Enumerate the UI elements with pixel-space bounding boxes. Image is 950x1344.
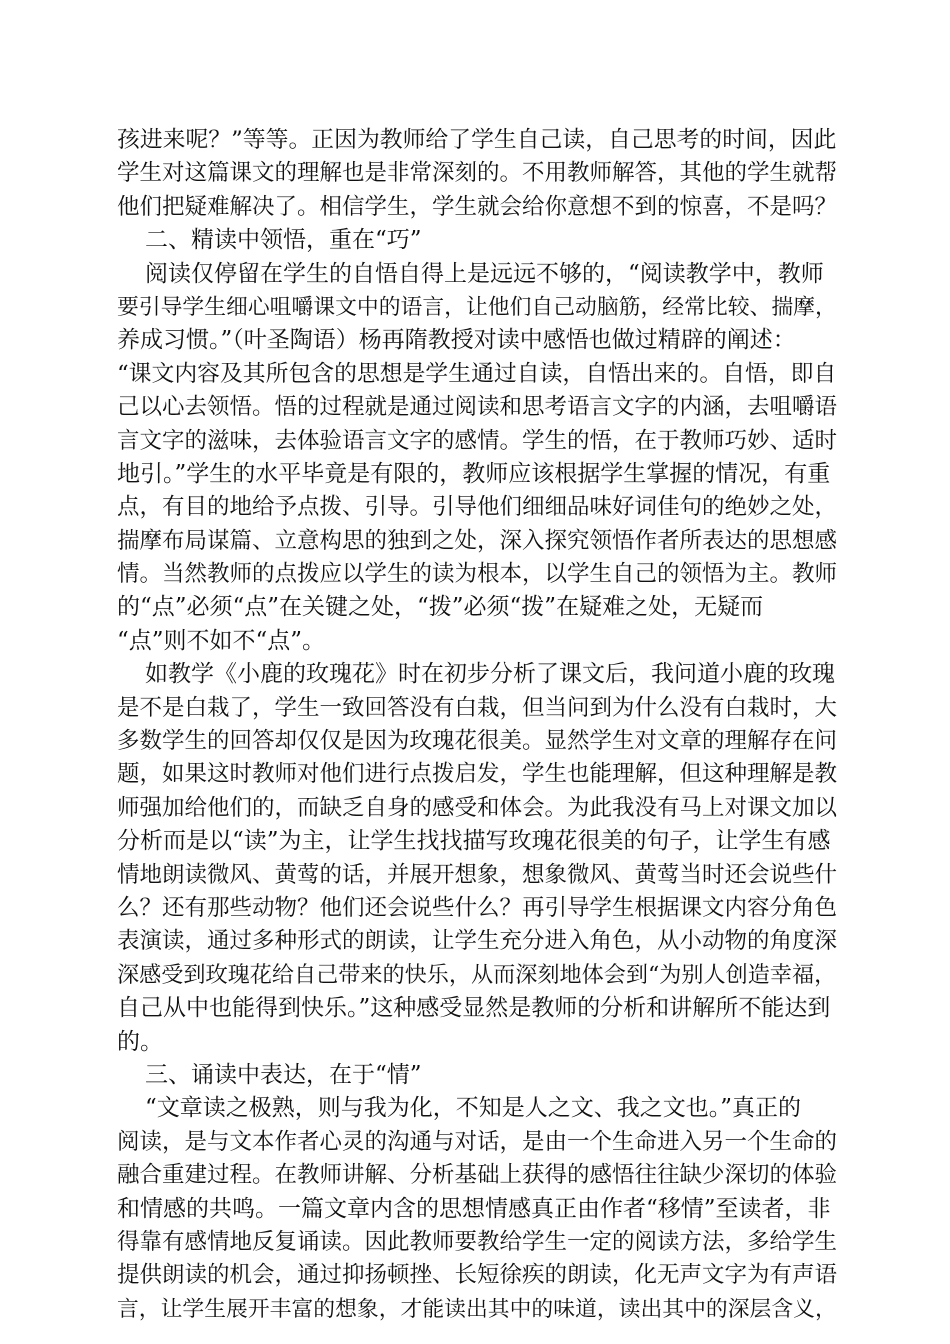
text-line: 的“点”必须“点”在关键之处，“拨”必须“拨”在疑难之处，无疑而 xyxy=(117,594,764,621)
text-line: 师强加给他们的，而缺乏自身的感受和体会。为此我没有马上对课文加以 xyxy=(117,794,838,821)
text-line: 阅读仅停留在学生的自悟自得上是远远不够的，“阅读教学中，教师 xyxy=(145,260,824,287)
text-line: 言文字的滋味，去体验语言文字的感情。学生的悟，在于教师巧妙、适时 xyxy=(117,427,838,454)
text-line: 二、精读中领悟，重在“巧” xyxy=(145,227,422,254)
text-line: 和情感的共鸣。一篇文章内含的思想情感真正由作者“移情”至读者，非 xyxy=(117,1195,831,1222)
text-line: 多数学生的回答却仅仅是因为玫瑰花很美。显然学生对文章的理解存在问 xyxy=(117,728,838,755)
text-line: 表演读，通过多种形式的朗读，让学生充分进入角色，从小动物的角度深 xyxy=(117,928,838,955)
text-line: 己以心去领悟。悟的过程就是通过阅读和思考语言文字的内涵，去咀嚼语 xyxy=(117,394,838,421)
text-line: 自己从中也能得到快乐。”这种感受显然是教师的分析和讲解所不能达到 xyxy=(117,995,831,1022)
text-line: 如教学《小鹿的玫瑰花》时在初步分析了课文后，我问道小鹿的玫瑰 xyxy=(145,661,835,688)
text-line: 深感受到玫瑰花给自己带来的快乐，从而深刻地体会到“为别人创造幸福， xyxy=(117,961,837,988)
text-line: 题，如果这时教师对他们进行点拨启发，学生也能理解，但这种理解是教 xyxy=(117,761,838,788)
text-line: 孩进来呢？”等等。正因为教师给了学生自己读，自己思考的时间，因此 xyxy=(117,127,837,153)
text-line: 情地朗读微风、黄莺的话，并展开想象，想象微风、黄莺当时还会说些什 xyxy=(117,861,838,888)
text-line: 的。 xyxy=(117,1028,163,1055)
text-line: 阅读，是与文本作者心灵的沟通与对话，是由一个生命进入另一个生命的 xyxy=(117,1128,838,1155)
document-page xyxy=(117,124,837,1326)
text-line: “课文内容及其所包含的思想是学生通过自读，自悟出来的。自悟，即自 xyxy=(117,360,837,387)
text-line: 点，有目的地给予点拨、引导。引导他们细细品味好词佳句的绝妙之处， xyxy=(117,494,838,521)
text-line: 养成习惯。”（叶圣陶语）杨再隋教授对读中感悟也做过精辟的阐述： xyxy=(117,327,796,354)
text-line: 他们把疑难解决了。相信学生，学生就会给你意想不到的惊喜，不是吗？ xyxy=(117,193,838,220)
text-line: 学生对这篇课文的理解也是非常深刻的。不用教师解答，其他的学生就帮 xyxy=(117,160,838,187)
text-line: 分析而是以“读”为主，让学生找找描写玫瑰花很美的句子，让学生有感 xyxy=(117,828,831,855)
text-line: 地引。”学生的水平毕竟是有限的，教师应该根据学生掌握的情况，有重 xyxy=(117,460,831,487)
text-line: “点”则不如不“点”。 xyxy=(117,627,326,654)
text-line: 言，让学生展开丰富的想象，才能读出其中的味道，读出其中的深层含义， xyxy=(117,1296,837,1322)
text-line: 得靠有感情地反复诵读。因此教师要教给学生一定的阅读方法，多给学生 xyxy=(117,1228,838,1255)
text-line: 提供朗读的机会，通过抑扬顿挫、长短徐疾的朗读，化无声文字为有声语 xyxy=(117,1262,838,1289)
text-line: 是不是白栽了，学生一致回答没有白栽，但当问到为什么没有白栽时，大 xyxy=(117,694,838,721)
text-line: 么？还有那些动物？他们还会说些什么？再引导学生根据课文内容分角色 xyxy=(117,894,838,921)
text-line: 三、诵读中表达，在于“情” xyxy=(145,1061,422,1088)
text-line: “文章读之极熟，则与我为化，不知是人之文、我之文也。”真正的 xyxy=(145,1095,802,1122)
text-line: 要引导学生细心咀嚼课文中的语言，让他们自己动脑筋，经常比较、揣摩， xyxy=(117,294,837,320)
text-line: 融合重建过程。在教师讲解、分析基础上获得的感悟往往缺少深切的体验 xyxy=(117,1162,838,1189)
text-line: 揣摩布局谋篇、立意构思的独到之处，深入探究领悟作者所表达的思想感 xyxy=(117,527,838,554)
text-line: 情。当然教师的点拨应以学生的读为根本，以学生自己的领悟为主。教师 xyxy=(117,561,838,588)
